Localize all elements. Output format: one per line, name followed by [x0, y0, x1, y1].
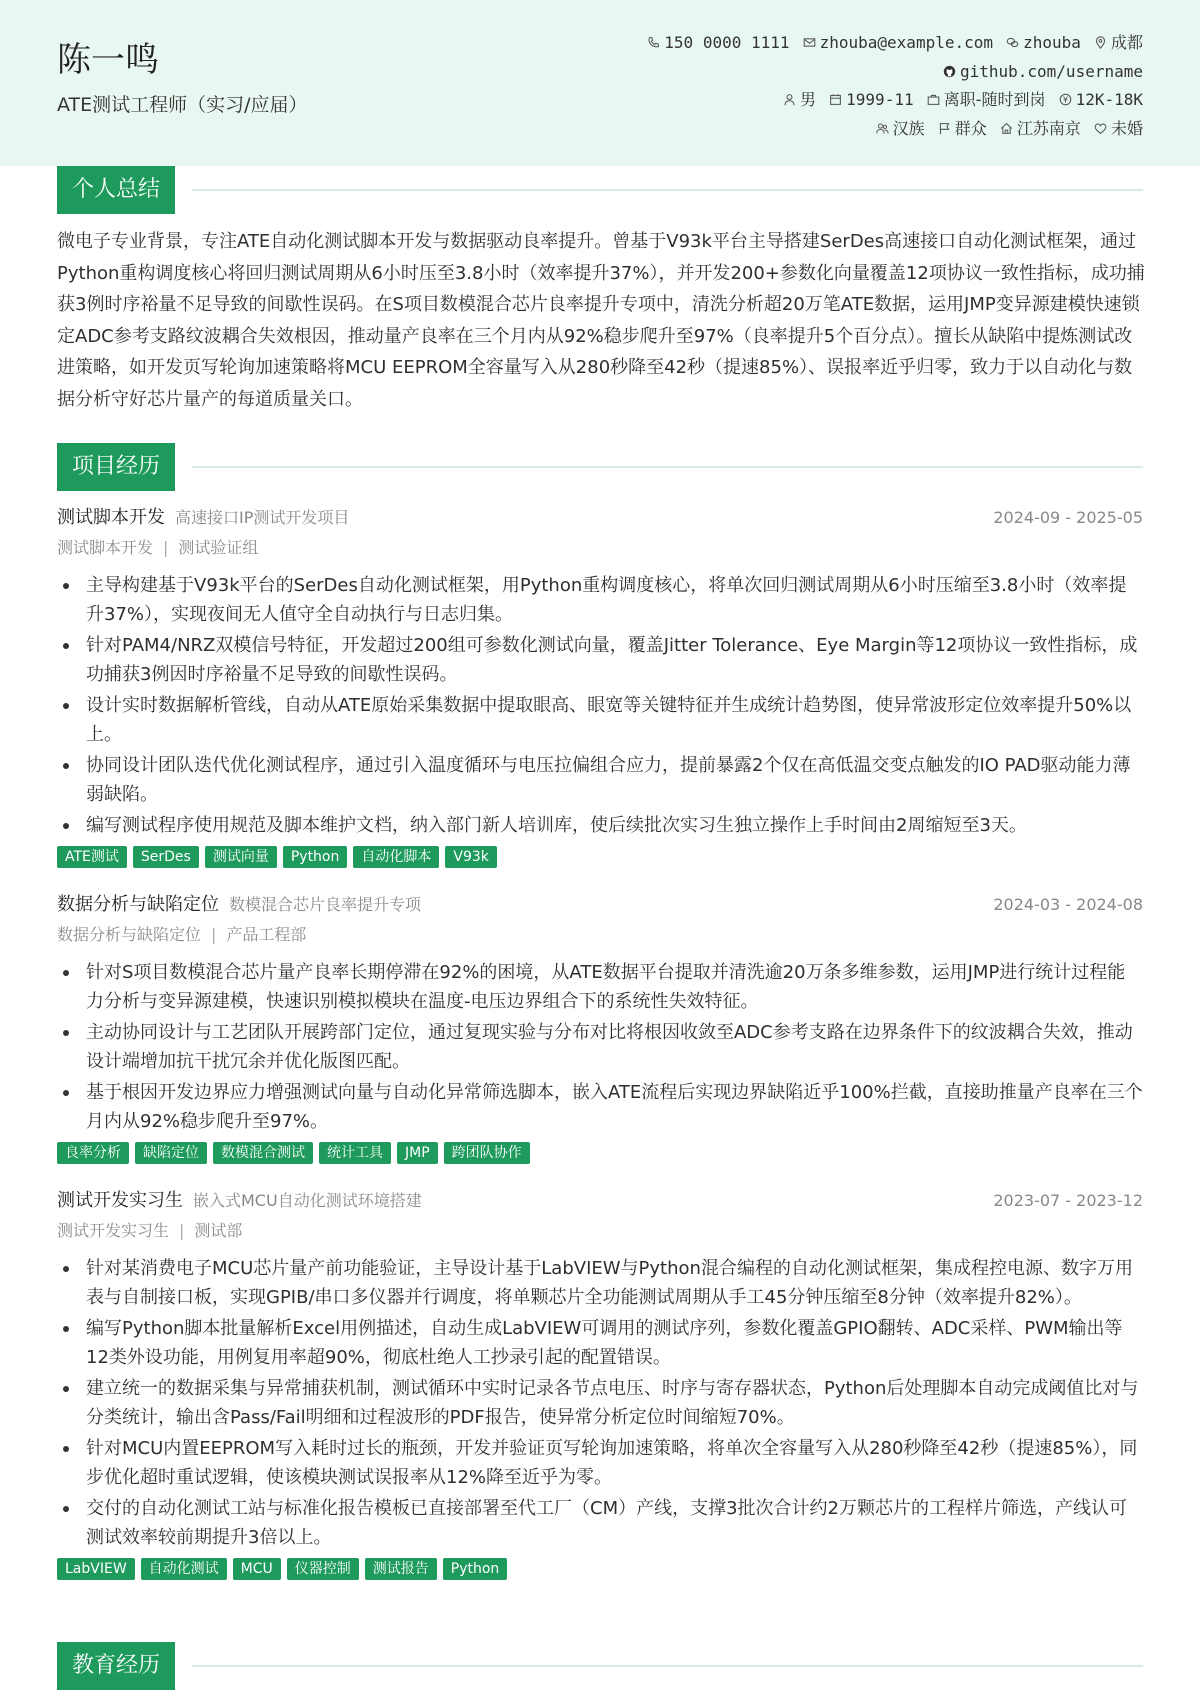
section-divider	[192, 189, 1143, 191]
contact-line-1	[647, 29, 1143, 58]
skill-tag: MCU	[233, 1558, 281, 1580]
skill-tag: 跨团队协作	[444, 1142, 530, 1164]
project-title: 数据分析与缺陷定位	[57, 894, 219, 915]
skill-tag: 自动化测试	[141, 1558, 227, 1580]
project-bullets	[57, 571, 1143, 840]
skill-tag: 良率分析	[57, 1142, 129, 1164]
current-city: 成都	[1110, 33, 1143, 52]
skill-tag: JMP	[397, 1142, 438, 1164]
political-status: 群众	[954, 118, 987, 138]
section-title-education: 教育经历	[57, 1642, 175, 1690]
skill-tag: SerDes	[133, 846, 199, 868]
bullet-item: 主动协同设计与工艺团队开展跨部门定位，通过复现实验与分布对比将根因收敛至ADC参考支路在边界条件下的纹波耦合失效，推动设计端增加抗干扰冗余并优化版图匹配。	[57, 1018, 1143, 1076]
skill-tag: LabVIEW	[57, 1558, 135, 1580]
section-divider	[192, 466, 1143, 468]
project-title-row	[57, 890, 1143, 920]
flag-icon	[938, 122, 951, 135]
ethnicity: 汉族	[892, 118, 925, 138]
calendar-icon	[829, 93, 842, 106]
project-date: 2024-09 - 2025-05	[993, 508, 1143, 527]
skill-tag: 测试报告	[365, 1558, 437, 1580]
project-date: 2024-03 - 2024-08	[993, 895, 1143, 914]
contact-line-3	[647, 86, 1143, 115]
bullet-item: 针对MCU内置EEPROM写入耗时过长的瓶颈，开发并验证页写轮询加速策略，将单次全容量写入从280秒降至42秒（提速85%），同步优化超时重试逻辑，使该模块测试误报率从12%降至近乎为零。	[57, 1434, 1143, 1492]
project-bullets	[57, 958, 1143, 1136]
wechat-id: zhouba	[1023, 33, 1081, 52]
bullet-item: 建立统一的数据采集与异常捕获机制，测试循环中实时记录各节点电压、时序与寄存器状态，Python后处理脚本自动完成阈值比对与分类统计，输出含Pass/Fail明细和过程波形的PDF报告，使异常分析定位时间缩短70%。	[57, 1374, 1143, 1432]
project-date: 2023-07 - 2023-12	[993, 1191, 1143, 1210]
job-status: 离职-随时到岗	[943, 90, 1046, 109]
location-pin-icon	[1094, 36, 1107, 49]
candidate-name: 陈一鸣	[57, 40, 159, 80]
skill-tags	[57, 846, 1143, 870]
skill-tag: 统计工具	[319, 1142, 391, 1164]
skill-tag: Python	[443, 1558, 508, 1580]
person-icon	[783, 93, 796, 106]
project-role: 数据分析与缺陷定位	[57, 925, 202, 944]
project-subtitle: 嵌入式MCU自动化测试环境搭建	[193, 1191, 422, 1210]
skill-tag: ATE测试	[57, 846, 127, 868]
heart-icon	[1094, 122, 1107, 135]
bullet-item: 主导构建基于V93k平台的SerDes自动化测试框架，用Python重构调度核心，将单次回归测试周期从6小时压缩至3.8小时（效率提升37%），实现夜间无人值守全自动执行与日志归集。	[57, 571, 1143, 629]
gender: 男	[800, 90, 817, 109]
section-title-summary: 个人总结	[57, 166, 175, 214]
skill-tags	[57, 1142, 1143, 1166]
skill-tag: 仪器控制	[287, 1558, 359, 1580]
contact-line-4	[647, 115, 1143, 144]
section-title-projects: 项目经历	[57, 443, 175, 491]
phone-icon	[647, 36, 660, 49]
skill-tag: 测试向量	[205, 846, 277, 868]
project-entry	[57, 503, 1143, 870]
bullet-item: 设计实时数据解析管线，自动从ATE原始采集数据中提取眼高、眼宽等关键特征并生成统计趋势图，使异常波形定位效率提升50%以上。	[57, 691, 1143, 749]
project-subtitle: 高速接口IP测试开发项目	[175, 508, 350, 527]
target-role: ATE测试工程师（实习/应届）	[57, 94, 308, 116]
section-summary-header	[57, 166, 1143, 214]
skill-tag: V93k	[445, 846, 497, 868]
project-entry	[57, 1186, 1143, 1582]
project-title: 测试脚本开发	[57, 507, 165, 528]
skill-tag: 缺陷定位	[135, 1142, 207, 1164]
skill-tags	[57, 1558, 1143, 1582]
bullet-item: 编写Python脚本批量解析Excel用例描述，自动生成LabVIEW可调用的测试序列，参数化覆盖GPIO翻转、ADC采样、PWM输出等12类外设功能，用例复用率超90%，彻底杜绝人工抄录引起的配置错误。	[57, 1314, 1143, 1372]
expected-salary: 12K-18K	[1075, 90, 1143, 109]
contact-line-2	[647, 58, 1143, 87]
project-title-row	[57, 1186, 1143, 1216]
home-icon	[1000, 122, 1013, 135]
mail-icon	[803, 36, 816, 49]
email-address[interactable]: zhouba@example.com	[819, 33, 993, 52]
github-icon	[943, 65, 956, 78]
bullet-item: 交付的自动化测试工站与标准化报告模板已直接部署至代工厂（CM）产线，支撑3批次合计约2万颗芯片的工程样片筛选，产线认可测试效率较前期提升3倍以上。	[57, 1494, 1143, 1552]
project-entry	[57, 890, 1143, 1166]
project-bullets	[57, 1254, 1143, 1552]
bullet-item: 针对PAM4/NRZ双模信号特征，开发超过200组可参数化测试向量，覆盖Jitter Tolerance、Eye Margin等12项协议一致性指标，成功捕获3例因时序裕量不足导致的间歇性误码。	[57, 631, 1143, 689]
marital-status: 未婚	[1110, 118, 1143, 138]
contact-info	[647, 29, 1143, 143]
hometown: 江苏南京	[1016, 118, 1081, 138]
bullet-item: 基于根因开发边界应力增强测试向量与自动化异常筛选脚本，嵌入ATE流程后实现边界缺陷近乎100%拦截，直接助推量产良率在三个月内从92%稳步爬升至97%。	[57, 1078, 1143, 1136]
github-link[interactable]: github.com/username	[959, 61, 1143, 81]
skill-tag: Python	[283, 846, 348, 868]
wechat-icon	[1006, 36, 1019, 49]
skill-tag: 数模混合测试	[213, 1142, 313, 1164]
project-role: 测试开发实习生	[57, 1221, 170, 1240]
section-projects-header	[57, 443, 1143, 491]
project-dept: 测试验证组	[178, 538, 259, 557]
section-divider	[192, 1665, 1143, 1667]
project-title: 测试开发实习生	[57, 1190, 183, 1211]
resume-header	[0, 0, 1200, 166]
section-education-header	[57, 1642, 1143, 1690]
bullet-item: 针对S项目数模混合芯片量产良率长期停滞在92%的困境，从ATE数据平台提取并清洗逾20万条多维参数，运用JMP进行统计过程能力分析与变异源建模，快速识别模拟模块在温度-电压边界组合下的系统性失效特征。	[57, 958, 1143, 1016]
project-role: 测试脚本开发	[57, 538, 154, 557]
project-dept: 产品工程部	[226, 925, 307, 944]
coin-icon	[1059, 93, 1072, 106]
bullet-item: 针对某消费电子MCU芯片量产前功能验证，主导设计基于LabVIEW与Python混合编程的自动化测试框架，集成程控电源、数字万用表与自制接口板，实现GPIB/串口多仪器并行调度，将单颗芯片全功能测试周期从手工45分钟压缩至8分钟（效率提升82%）。	[57, 1254, 1143, 1312]
phone-number[interactable]: 150 0000 1111	[664, 33, 790, 52]
briefcase-icon	[927, 93, 940, 106]
project-meta: 测试开发实习生 | 测试部	[57, 1221, 243, 1240]
bullet-item: 协同设计团队迭代优化测试程序，通过引入温度循环与电压拉偏组合应力，提前暴露2个仅在高低温交变点触发的IO PAD驱动能力薄弱缺陷。	[57, 751, 1143, 809]
project-meta: 测试脚本开发 | 测试验证组	[57, 538, 259, 557]
project-dept: 测试部	[194, 1221, 243, 1240]
birth-date: 1999-11	[846, 90, 914, 109]
people-icon	[876, 122, 889, 135]
summary-text: 微电子专业背景，专注ATE自动化测试脚本开发与数据驱动良率提升。曾基于V93k平台主导搭建SerDes高速接口自动化测试框架，通过Python重构调度核心将回归测试周期从6小时压至3.8小时（效率提升37%），并开发200+参数化向量覆盖12项协议一致性指标，成功捕获3例时序裕量不足导致的间歇性误码。在S项目数模混合芯片良率提升专项中，清洗分析超20万笔ATE数据，运用JMP变异源建模快速锁定ADC参考支路纹波耦合失效根因，推动量产良率在三个月内从92%稳步爬升至97%（良率提升5个百分点）。擅长从缺陷中提炼测试改进策略，如开发页写轮询加速策略将MCU EEPROM全容量写入从280秒降至42秒（提速85%）、误报率近乎归零，致力于以自动化与数据分析守好芯片量产的每道质量关口。	[57, 231, 1145, 410]
skill-tag: 自动化脚本	[353, 846, 439, 868]
project-title-row	[57, 503, 1143, 533]
project-subtitle: 数模混合芯片良率提升专项	[229, 895, 422, 914]
project-meta: 数据分析与缺陷定位 | 产品工程部	[57, 925, 307, 944]
bullet-item: 编写测试程序使用规范及脚本维护文档，纳入部门新人培训库，使后续批次实习生独立操作上手时间由2周缩短至3天。	[57, 811, 1143, 840]
